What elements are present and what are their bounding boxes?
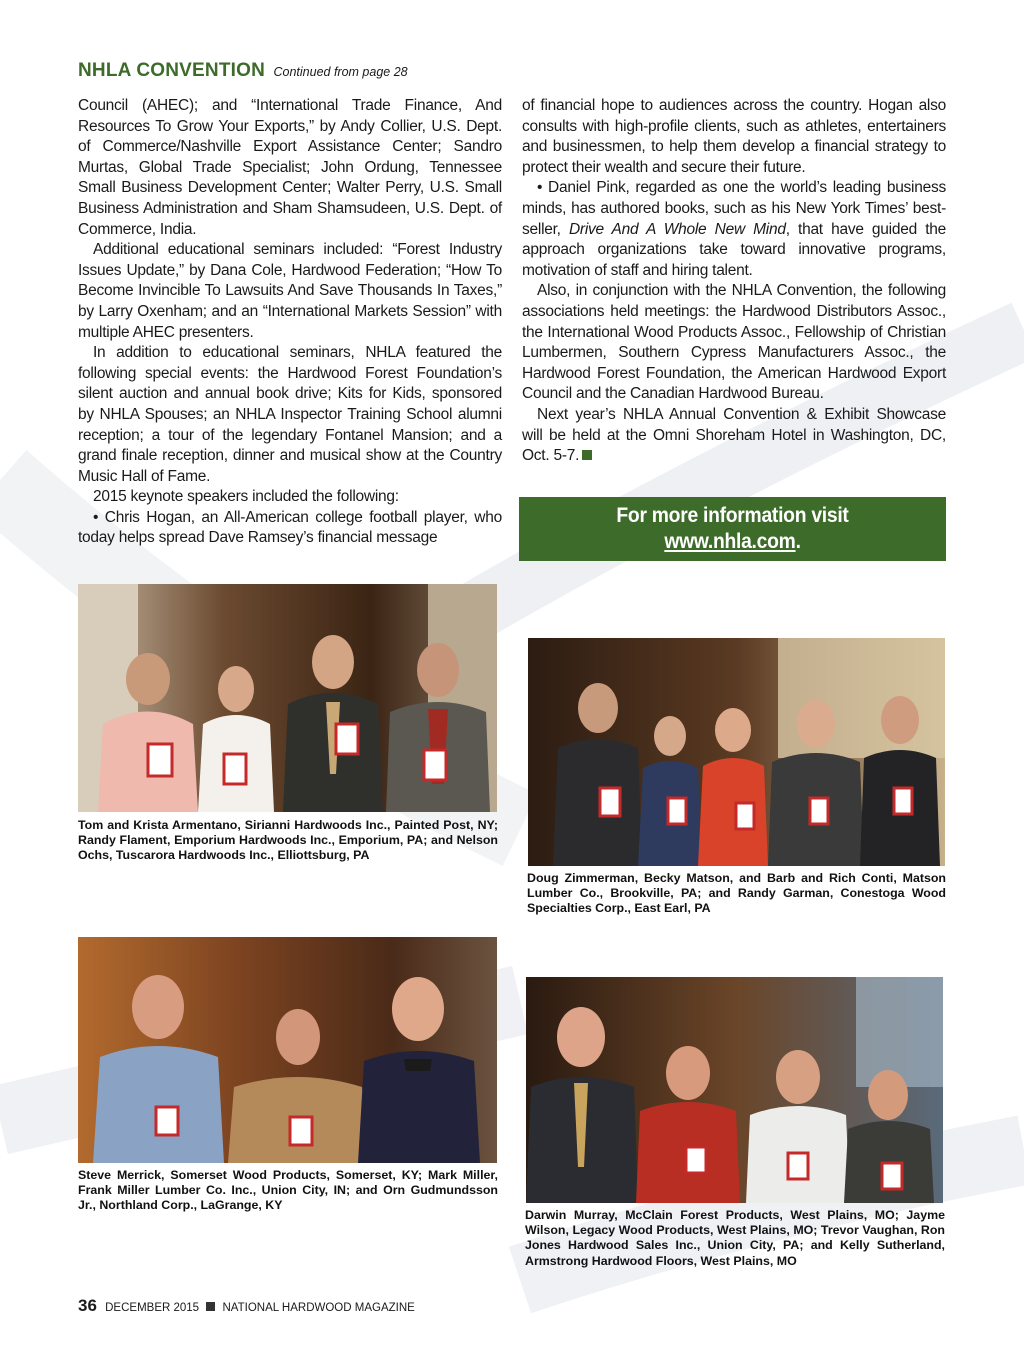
photo-group-4 xyxy=(526,977,943,1203)
website-link[interactable]: www.nhla.com xyxy=(664,530,796,553)
paragraph-text: Next year’s NHLA Annual Convention & Exhibit Showcase will be held at the Omni Shoreham Hotel in Washington, DC, Oct. 5-7. xyxy=(522,405,946,465)
page-footer xyxy=(78,1296,415,1316)
photo-caption-1: Tom and Krista Armentano, Sirianni Hardwoods Inc., Painted Post, NY; Randy Flament, Emporium Hardwoods Inc., Emporium, PA; and Nelson Ochs, Tuscarora Hardwoods Inc., Elliottsburg, PA xyxy=(78,818,498,863)
paragraph: In addition to educational seminars, NHLA featured the following special events: the Hardwood Forest Foundation’s silent auction and annual book drive; Kits for Kids, sponsored by NHLA Spouses; an NHLA Inspector Training School alumni reception; a tour of the legendary Fontanel Mansion; and a grand finale reception, dinner and musical show at the Country Music Hall of Fame. xyxy=(78,344,502,485)
info-box xyxy=(519,497,946,561)
paragraph: Council (AHEC); and “International Trade Finance, And Resources To Grow Your Exports,” by Andy Collier, U.S. Dept. of Commerce/Nashville Export Assistance Center; Sandro Murtas, Global Trade Specialist; John Ordung, Tennessee Small Business Development Center; Walter Perry, U.S. Small Business Administration and Sham Shamsudeen, U.S. Dept. of Commerce, India. xyxy=(78,97,502,238)
separator-square-icon xyxy=(206,1302,215,1311)
end-square-icon xyxy=(582,450,592,460)
paragraph: Additional educational seminars included: “Forest Industry Issues Update,” by Dana Cole, Hardwood Federation; “How To Become Invincible To Lawsuits And Save Thousands In Taxes,” by Larry Oxenham; and an “International Markets Session” with multiple AHEC presenters. xyxy=(78,241,502,341)
info-box-link-line xyxy=(536,530,929,554)
paragraph: of financial hope to audiences across the country. Hogan also consults with high-profile clients, such as athletes, entertainers and businessmen, to help them develop a financial strategy to protect their wealth and secure their future. xyxy=(522,97,946,176)
paragraph-text: , that have guided the approach organizations take toward innovative programs, motivation of staff and hiring talent. xyxy=(522,220,946,279)
section-title: NHLA CONVENTION xyxy=(78,60,266,81)
section-header xyxy=(78,60,408,82)
magazine-name: NATIONAL HARDWOOD MAGAZINE xyxy=(222,1302,415,1314)
book-title: Drive And A Whole New Mind xyxy=(568,220,786,238)
photo-group-2 xyxy=(528,638,945,866)
page-number: 36 xyxy=(78,1296,97,1315)
paragraph xyxy=(522,405,946,467)
paragraph: Also, in conjunction with the NHLA Convention, the following associations held meetings: the Hardwood Distributors Assoc., the International Wood Products Assoc., Fellowship of Christian Lumbermen, Southern Cypress Manufacturers Assoc., the Hardwood Forest Foundation, the American Hardwood Export Council and the Canadian Hardwood Bureau. xyxy=(522,282,946,403)
photo-caption-2: Doug Zimmerman, Becky Matson, and Barb and Rich Conti, Matson Lumber Co., Brookville, PA; and Randy Garman, Conestoga Wood Specialties Corp., East Earl, PA xyxy=(527,871,946,916)
paragraph: • Chris Hogan, an All-American college football player, who today helps spread Dave Ramsey’s financial message xyxy=(78,508,502,547)
info-box-period: . xyxy=(795,530,801,553)
info-box-text: For more information visit xyxy=(616,504,849,527)
issue-date: DECEMBER 2015 xyxy=(105,1302,200,1314)
continued-note: Continued from page 28 xyxy=(273,65,408,79)
photo-group-1 xyxy=(78,584,497,812)
photo-caption-4: Darwin Murray, McClain Forest Products, West Plains, MO; Jayme Wilson, Legacy Wood Products, West Plains, MO; Trevor Vaughan, Ron Jones Hardwood Sales Inc., Union City, PA; and Kelly Sutherland, Armstrong Hardwood Floors, West Plains, MO xyxy=(525,1208,945,1268)
right-column xyxy=(522,96,946,467)
paragraph-text: • Daniel Pink, regarded as one the world’s leading business minds, has authored books, such as his New York Times’ best-seller, xyxy=(522,179,946,238)
photo-caption-3: Steve Merrick, Somerset Wood Products, Somerset, KY; Mark Miller, Frank Miller Lumber Co. Inc., Union City, IN; and Orn Gudmundsson Jr., Northland Corp., LaGrange, KY xyxy=(78,1168,498,1213)
left-column xyxy=(78,96,502,549)
paragraph xyxy=(522,178,946,281)
paragraph: 2015 keynote speakers included the following: xyxy=(93,488,399,506)
photo-group-3 xyxy=(78,937,497,1163)
